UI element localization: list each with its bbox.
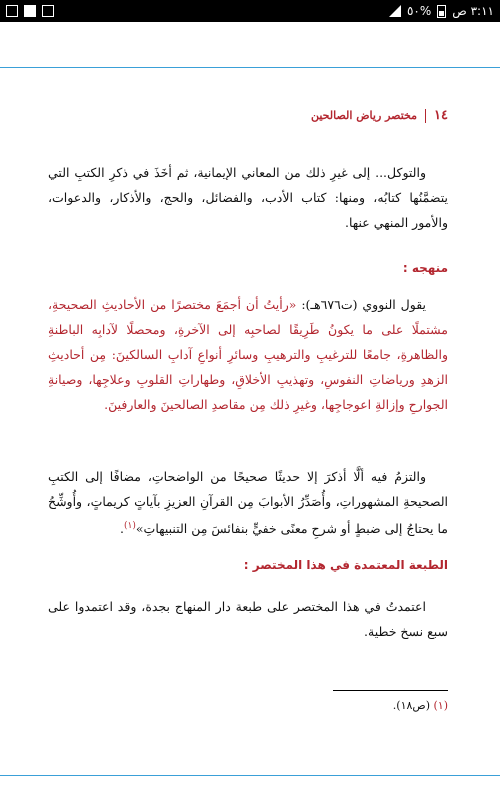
paragraph-3-text: [48, 464, 448, 541]
notification-icon: [6, 5, 18, 17]
header-separator: [425, 109, 426, 123]
clock: ٣:١١ ص: [452, 4, 494, 18]
download-icon: [42, 5, 54, 17]
footnote: [393, 699, 448, 712]
paragraph-1-text: والتوكل... إلى غيرِ ذلك من المعاني الإيمانية، ثم أخَذَ في ذكرِ الكتبِ التي يتضمَّنُها كتابُه، ومنها: كتاب الأدب، والفضائل، والحج، والأذكار، والدعوات، والأمور المنهي عنها.: [48, 165, 448, 230]
footnote-ref[interactable]: (١): [124, 521, 136, 531]
notification-icons: [6, 5, 54, 17]
system-icons: [389, 4, 494, 18]
battery-percent: ٥٠%: [406, 4, 432, 18]
book-title: مختصر رياض الصالحين: [310, 109, 418, 122]
paragraph-2-intro: يقول النووي (ت٦٧٦هـ):: [296, 297, 426, 312]
paragraph-2: [48, 292, 448, 417]
bottom-divider: [0, 775, 500, 776]
signal-icon: [389, 5, 401, 17]
footnote-text: (ص١٨).: [392, 699, 430, 712]
paragraph-1: [48, 160, 448, 235]
heading-edition: الطبعة المعتمدة في هذا المختصر :: [243, 558, 448, 572]
status-bar: [0, 0, 500, 22]
top-divider: [0, 67, 500, 68]
gallery-icon: [24, 5, 36, 17]
footnote-number: (١): [433, 699, 448, 712]
page-number: ١٤: [434, 108, 448, 123]
battery-icon: [437, 5, 446, 18]
heading-methodology: منهجه :: [402, 261, 448, 275]
paragraph-3: [48, 464, 448, 541]
paragraph-2-text: [48, 292, 448, 417]
page-header: [311, 108, 448, 123]
paragraph-3-main: والتزمُ فيه ألَّا أذكرَ إلا حديثًا صحيحًا من الواضحاتِ، مضافًا إلى الكتبِ الصحيحةِ المشهوراتِ، وأُصَدِّرُ الأبوابَ مِن القرآنِ العزيزِ بآياتٍ كريماتٍ، وأُوشِّحُ ما يحتاجُ إلى ضبطٍ أو شرحِ معنًى خفيٍّ بنفائسَ مِن التنبيهاتِ»: [48, 469, 448, 537]
paragraph-3-end: .: [120, 521, 125, 537]
paragraph-4: [48, 594, 448, 644]
footnote-divider: [333, 690, 448, 691]
paragraph-4-text: اعتمدتُ في هذا المختصر على طبعة دار المنهاج بجدة، وقد اعتمدوا على سبع نسخ خطية.: [48, 599, 448, 639]
paragraph-2-quote-open: «رأيتُ أن أجمَعَ مختصرًا من الأحاديثِ الصحيحةِ، مشتملًا على ما يكونُ طَرِيقًا لصاحبِه إلى الآخرةِ، ومحصلًا لآدابِه الباطنةِ والظاهرةِ، جامعًا للترغيبِ والترهيبِ وسائرِ أنواعِ آدابِ السالكينَ: مِن أحاديثِ الزهدِ ورياضاتِ النفوسِ، وتهذيبِ الأخلاقِ، وطهاراتِ القلوبِ وعلاجِها، وصيانةِ الجوارحِ وإزالةِ اعوجاجِها، وغيرِ ذلك مِن مقاصدِ الصالحينَ والعارفينَ.: [48, 297, 448, 412]
